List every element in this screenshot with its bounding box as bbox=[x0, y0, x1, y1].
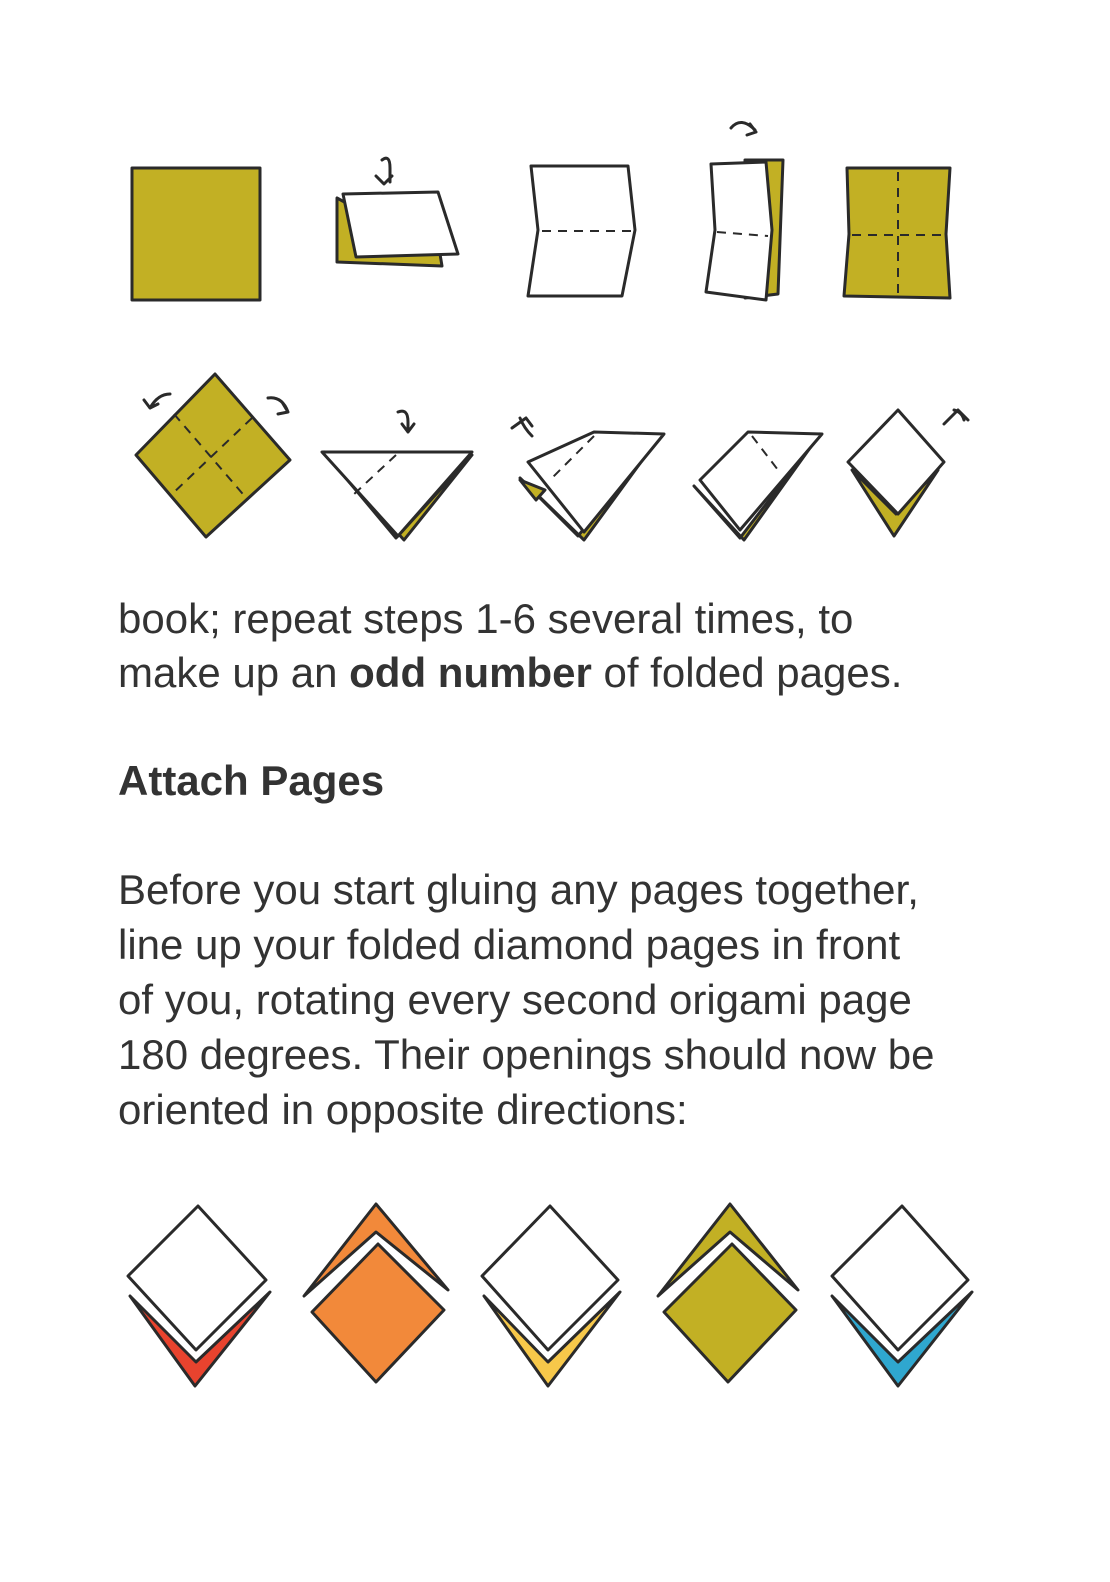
paragraph-line: line up your folded diamond pages in front bbox=[118, 921, 901, 968]
step-2-fold-in-half bbox=[337, 158, 458, 266]
step-6-diamond-creases bbox=[136, 374, 290, 537]
step-7-triangle-fold bbox=[322, 411, 472, 540]
step-5-cross-creases bbox=[844, 168, 950, 298]
squash-arrow-icon bbox=[512, 418, 532, 436]
blue-page-opening-down bbox=[832, 1206, 972, 1386]
fold-arrow-icon bbox=[398, 411, 414, 432]
paragraph-line: 180 degrees. Their openings should now be bbox=[118, 1031, 935, 1078]
folding-steps-row-2 bbox=[0, 370, 1110, 550]
yellow-page-opening-down bbox=[482, 1206, 620, 1386]
emphasis-odd-number: odd number bbox=[349, 649, 592, 696]
paragraph-line: oriented in opposite directions: bbox=[118, 1086, 688, 1133]
folding-steps-row-1 bbox=[0, 110, 1110, 320]
step-10-preliminary-base bbox=[848, 410, 968, 536]
fold-arrow-icon bbox=[376, 158, 392, 184]
attach-pages-paragraph bbox=[118, 862, 1018, 1137]
paragraph-line: Before you start gluing any pages together, bbox=[118, 866, 919, 913]
step-1-square-paper bbox=[132, 168, 260, 300]
orange-page-opening-up bbox=[304, 1204, 448, 1382]
alternating-pages-row bbox=[0, 1195, 1110, 1395]
step-4-fold-vertical bbox=[706, 122, 783, 300]
paragraph-line: of you, rotating every second origami page bbox=[118, 976, 912, 1023]
paragraph-line: book; repeat steps 1-6 several times, to bbox=[118, 595, 854, 642]
turn-over-arrow-icon bbox=[731, 122, 756, 135]
paragraph-line: of folded pages. bbox=[591, 649, 903, 696]
rotate-left-arrow-icon bbox=[144, 394, 170, 408]
step-9-folded-diamond bbox=[694, 432, 822, 540]
paragraph-line: make up an bbox=[118, 649, 350, 696]
section-heading: Attach Pages bbox=[118, 757, 385, 804]
step-3-unfold-crease bbox=[528, 166, 635, 296]
olive-page-opening-up bbox=[658, 1204, 798, 1382]
step-8-squash-fold bbox=[512, 418, 664, 540]
steps-repeat-paragraph bbox=[118, 592, 1018, 700]
red-page-opening-down bbox=[128, 1206, 270, 1386]
pull-arrow-icon bbox=[944, 410, 968, 424]
rotate-right-arrow-icon bbox=[268, 398, 288, 414]
